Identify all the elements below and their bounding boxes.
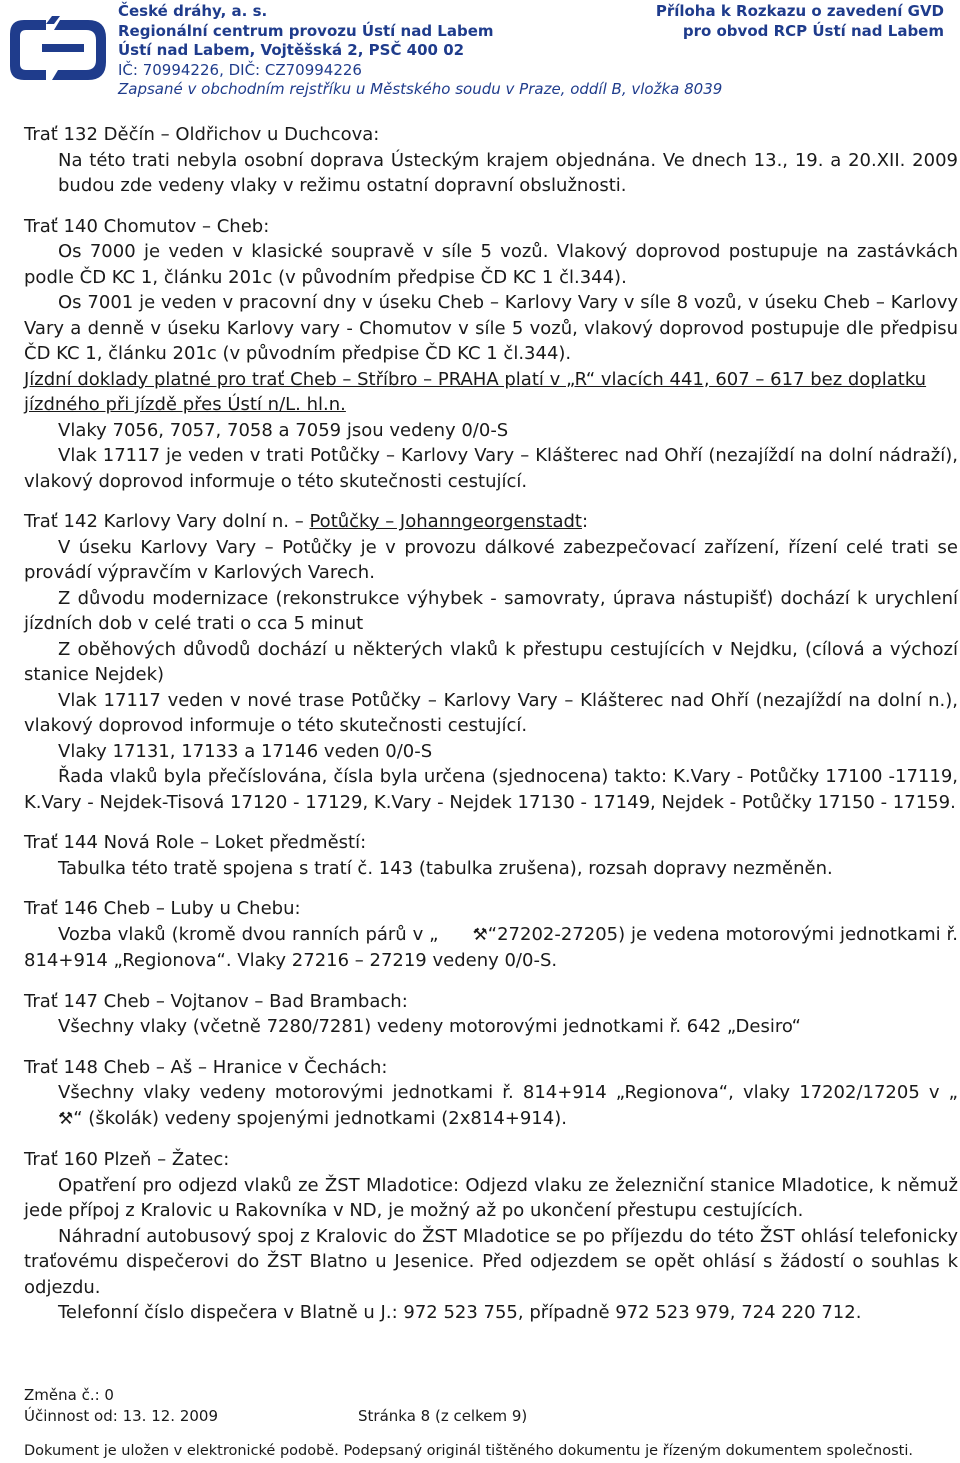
section-142-text-4: Vlak 17117 veden v nové trase Potůčky – Karlovy Vary – Klášterec nad Ohří (nezajíždí na dolní n.), vlakový doprovod informuje o této skutečnosti cestující. <box>24 689 958 736</box>
hammer-pick-icon: ⚒ <box>58 1108 74 1129</box>
organization-block <box>118 2 722 100</box>
org-name: České dráhy, a. s. <box>118 2 268 20</box>
section-title-148: Trať 148 Cheb – Aš – Hranice v Čechách: <box>24 1056 388 1078</box>
section-140-text-5: Vlak 17117 je veden v trati Potůčky – Karlovy Vary – Klášterec nad Ohří (nezajíždí na dolní nádraží), vlakový doprovod informuje o této skutečnosti cestující. <box>24 445 958 492</box>
page-footer <box>24 1385 954 1462</box>
section-140-text-4: Vlaky 7056, 7057, 7058 a 7059 jsou vedeny 0/0-S <box>58 419 509 441</box>
document-body <box>24 122 958 1326</box>
section-142-text-1: V úseku Karlovy Vary – Potůčky je v provozu dálkové zabezpečovací zařízení, řízení celé trati se provádí výpravčím v Karlových Varech. <box>24 536 958 583</box>
section-title-132: Trať 132 Děčín – Oldřichov u Duchcova: <box>24 124 380 145</box>
annex-label <box>656 2 944 41</box>
section-title-142-c: : <box>581 511 589 532</box>
section-title-142-b: Potůčky – Johanngeorgenstadt <box>309 511 582 532</box>
section-146-text-a: Vozba vlaků (kromě dvou ranních párů v „ <box>58 923 439 945</box>
section-142-text-3: Z oběhových důvodů dochází u některých vlaků k přestupu cestujících v Nejdku, (cílová a výchozí stanice Nejdek) <box>24 638 958 685</box>
section-title-140: Trať 140 Chomutov – Cheb: <box>24 215 270 237</box>
org-unit: Regionální centrum provozu Ústí nad Labem <box>118 21 494 40</box>
org-ids: IČ: 70994226, DIČ: CZ70994226 <box>118 60 362 79</box>
section-title-147: Trať 147 Cheb – Vojtanov – Bad Brambach: <box>24 990 408 1012</box>
section-146-text-b: “27202-27205) je vedena motorovými jednotkami ř. 814+914 „Regionova“. Vlaky 27216 – 27219 vedeny 0/0-S. <box>24 923 958 971</box>
section-title-142-a: Trať 142 Karlovy Vary dolní n. – <box>24 511 310 532</box>
section-140-text-3: Jízdní doklady platné pro trať Cheb – Stříbro – PRAHA platí v „R“ vlacích 441, 607 – 617 bez doplatku jízdného při jízdě přes Ústí n/L. hl.n. <box>24 368 927 415</box>
section-148-text-a: Všechny vlaky vedeny motorovými jednotkami ř. 814+914 „Regionova“, vlaky 17202/17205 v „ <box>58 1082 958 1103</box>
document-note: Dokument je uložen v elektronické podobě. Podepsaný originál tištěného dokumentu je řízeným dokumentem společnosti. <box>24 1443 913 1459</box>
section-160-text-1: Opatření pro odjezd vlaků ze ŽST Mladotice: Odjezd vlaku ze železniční stanice Mladotice, k němuž jede přípoj z Kralovic u Rakovníka v ND, je možný až po ukončení přestupu cestujících. <box>24 1174 958 1221</box>
section-142-text-5: Vlaky 17131, 17133 a 17146 veden 0/0-S <box>58 740 433 762</box>
section-140-text-1: Os 7000 je veden v klasické soupravě v síle 5 vozů. Vlakový doprovod postupuje na zastávkách podle ČD KC 1, článku 201c (v původním předpise ČD KC 1 čl.344). <box>24 241 958 288</box>
page-number: Stránka 8 (z celkem 9) <box>358 1407 528 1425</box>
letterhead <box>0 0 960 100</box>
section-140-text-2: Os 7001 je veden v pracovní dny v úseku Cheb – Karlovy Vary v síle 8 vozů, v úseku Cheb – Karlovy Vary a denně v úseku Karlovy vary - Chomutov v síle 5 vozů, vlakový doprovod postupuje dle předpisu ČD KC 1, článku 201c (v původním předpise ČD KC 1 čl.344). <box>24 292 958 364</box>
section-160-text-3: Telefonní číslo dispečera v Blatně u J.: 972 523 755, případně 972 523 979, 724 220 712. <box>58 1302 862 1323</box>
annex-line-1: Příloha k Rozkazu o zavedení GVD <box>655 2 944 20</box>
hammer-pick-icon: ⚒ <box>472 924 488 945</box>
section-142-text-6: Řada vlaků byla přečíslována, čísla byla určena (sjednocena) takto: K.Vary - Potůčky 17100 -17119, K.Vary - Nejdek-Tisová 17120 - 17129, K.Vary - Nejdek 17130 - 17149, Nejdek - Potůčky 17150 - 17159. <box>24 766 958 813</box>
change-number: Změna č.: 0 <box>24 1386 114 1404</box>
section-148-text <box>24 1080 958 1132</box>
section-148-text-b: “ (školák) vedeny spojenými jednotkami (2x814+914). <box>73 1107 567 1129</box>
annex-line-2: pro obvod RCP Ústí nad Labem <box>682 21 944 40</box>
section-132-text: Na této trati nebyla osobní doprava Ústeckým krajem objednána. Ve dnech 13., 19. a 20.XII. 2009 budou zde vedeny vlaky v režimu ostatní dopravní obslužnosti. <box>58 149 958 196</box>
section-147-text: Všechny vlaky (včetně 7280/7281) vedeny motorovými jednotkami ř. 642 „Desiro“ <box>58 1016 801 1037</box>
section-142-text-2: Z důvodu modernizace (rekonstrukce výhybek - samovraty, úprava nástupišť) dochází k urychlení jízdních dob v celé trati o cca 5 minut <box>24 587 958 634</box>
section-title-142 <box>24 509 958 535</box>
section-160-text-2: Náhradní autobusový spoj z Kralovic do ŽST Mladotice se po příjezdu do této ŽST ohlásí telefonicky traťovému dispečerovi do ŽST Blatno u Jesenice. Před odjezdem se opět ohlásí s žádostí o souhlas k odjezdu. <box>24 1225 958 1298</box>
section-title-144: Trať 144 Nová Role – Loket předměstí: <box>24 832 367 853</box>
effective-date: Účinnost od: 13. 12. 2009 <box>24 1407 218 1425</box>
cd-logo-icon <box>6 14 112 86</box>
section-title-146: Trať 146 Cheb – Luby u Chebu: <box>24 898 301 919</box>
section-144-text: Tabulka této tratě spojena s tratí č. 143 (tabulka zrušena), rozsah dopravy nezměněn. <box>58 857 833 879</box>
section-title-160: Trať 160 Plzeň – Žatec: <box>24 1149 230 1170</box>
org-registry: Zapsané v obchodním rejstříku u Městského soudu v Praze, oddíl B, vložka 8039 <box>118 80 723 99</box>
org-address: Ústí nad Labem, Vojtěšská 2, PSČ 400 02 <box>118 41 465 60</box>
section-146-text <box>24 922 958 974</box>
